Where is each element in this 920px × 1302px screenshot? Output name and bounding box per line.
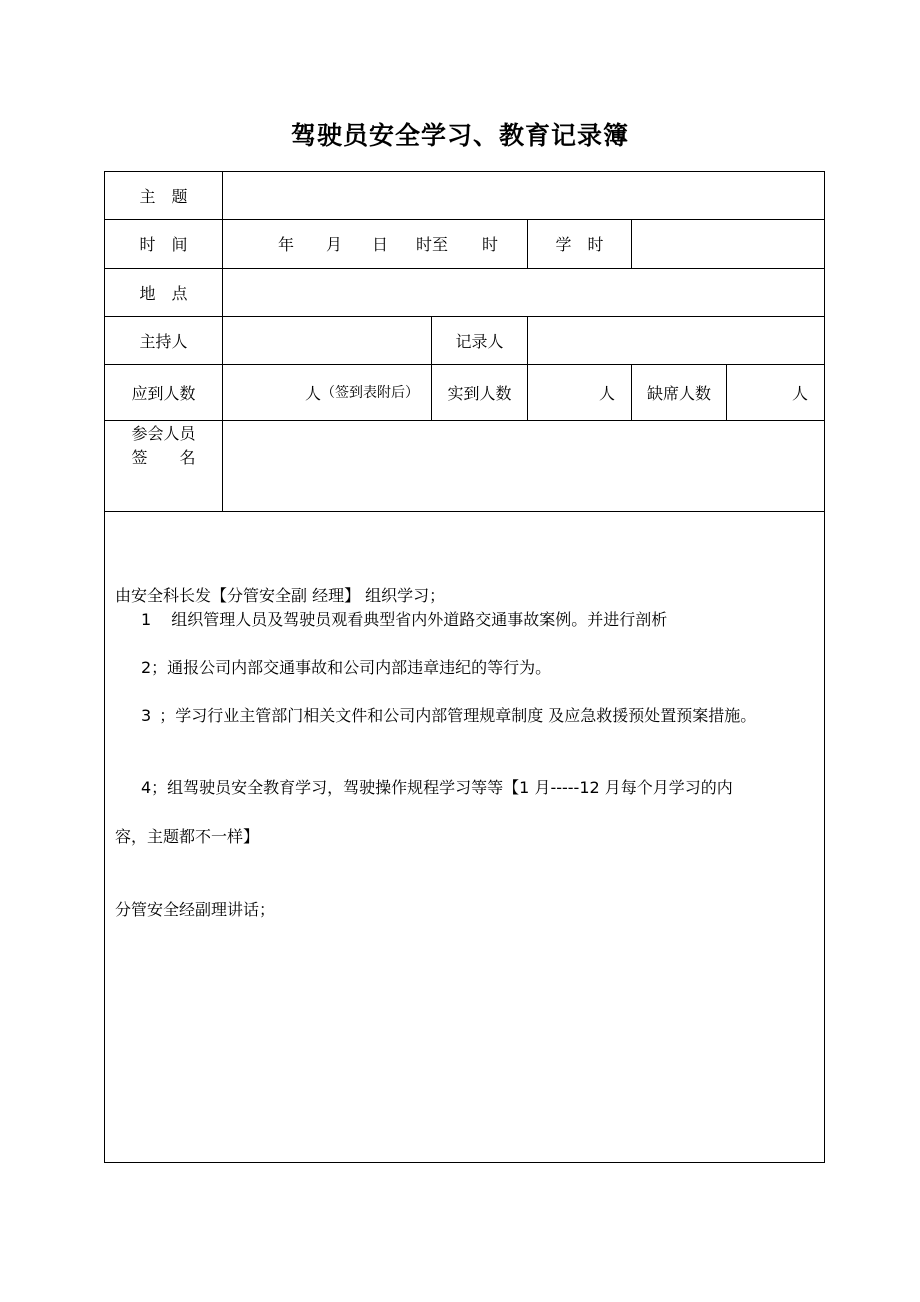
location-field[interactable]	[223, 268, 824, 316]
document-title: 驾驶员安全学习、教育记录簿	[290, 121, 629, 150]
content-item-2: 2；通报公司内部交通事故和公司内部违章违纪的等行为。	[141, 658, 552, 677]
expected-count-label: 应到人数	[131, 383, 196, 403]
time-year: 年	[278, 235, 295, 254]
absent-unit: 人	[791, 383, 808, 403]
actual-unit: 人	[598, 383, 615, 403]
content-closing: 分管安全经副理讲话；	[115, 900, 276, 919]
expected-count-field[interactable]	[223, 364, 431, 420]
time-label: 时 间	[139, 235, 188, 254]
signature-label	[105, 422, 222, 470]
location-label: 地 点	[139, 283, 188, 303]
host-label: 主持人	[139, 331, 188, 351]
topic-label: 主 题	[139, 187, 188, 206]
study-hours-field[interactable]	[632, 219, 824, 268]
signature-label-line1: 参会人员	[131, 424, 196, 443]
absent-count-field[interactable]	[727, 364, 824, 420]
recorder-label: 记录人	[455, 331, 504, 351]
item-3-number: 3	[141, 706, 152, 725]
item-3-text: ；学习行业主管部门相关文件和公司内部管理规章制度 及应急救援预处置预案措施。	[159, 706, 757, 725]
topic-field[interactable]	[223, 172, 824, 219]
actual-count-label: 实到人数	[447, 383, 512, 403]
signature-label-line2: 签 名	[131, 448, 196, 467]
content-item-4-line1: 4；组驾驶员安全教育学习，驾驶操作规程学习等等【1 月-----12 月每个月学习的内	[141, 778, 733, 797]
expected-note: （签到表附后）	[321, 385, 419, 401]
content-item-4-line2: 容，主题都不一样】	[115, 827, 260, 846]
time-day: 日	[372, 235, 389, 254]
time-field[interactable]	[223, 219, 527, 268]
study-content	[105, 512, 824, 1162]
time-month: 月	[326, 235, 343, 254]
content-item-1	[115, 608, 841, 632]
recorder-field[interactable]	[528, 316, 824, 364]
expected-unit: 人	[304, 383, 321, 403]
signature-field[interactable]	[223, 421, 824, 511]
item-1-number: 1	[141, 610, 152, 629]
absent-count-label: 缺席人数	[646, 383, 711, 403]
study-hours-label: 学 时	[555, 235, 604, 254]
actual-count-field[interactable]	[528, 364, 631, 420]
record-form	[104, 171, 825, 1163]
item-1-text: 组织管理人员及驾驶员观看典型省内外道路交通事故案例。并进行剖析	[171, 610, 668, 629]
content-item-3	[115, 704, 819, 728]
content-intro: 由安全科长发【分管安全副 经理】 组织学习；	[115, 586, 446, 605]
time-from-hour: 时至	[416, 235, 449, 254]
host-field[interactable]	[223, 316, 431, 364]
time-to-hour: 时	[482, 235, 499, 254]
